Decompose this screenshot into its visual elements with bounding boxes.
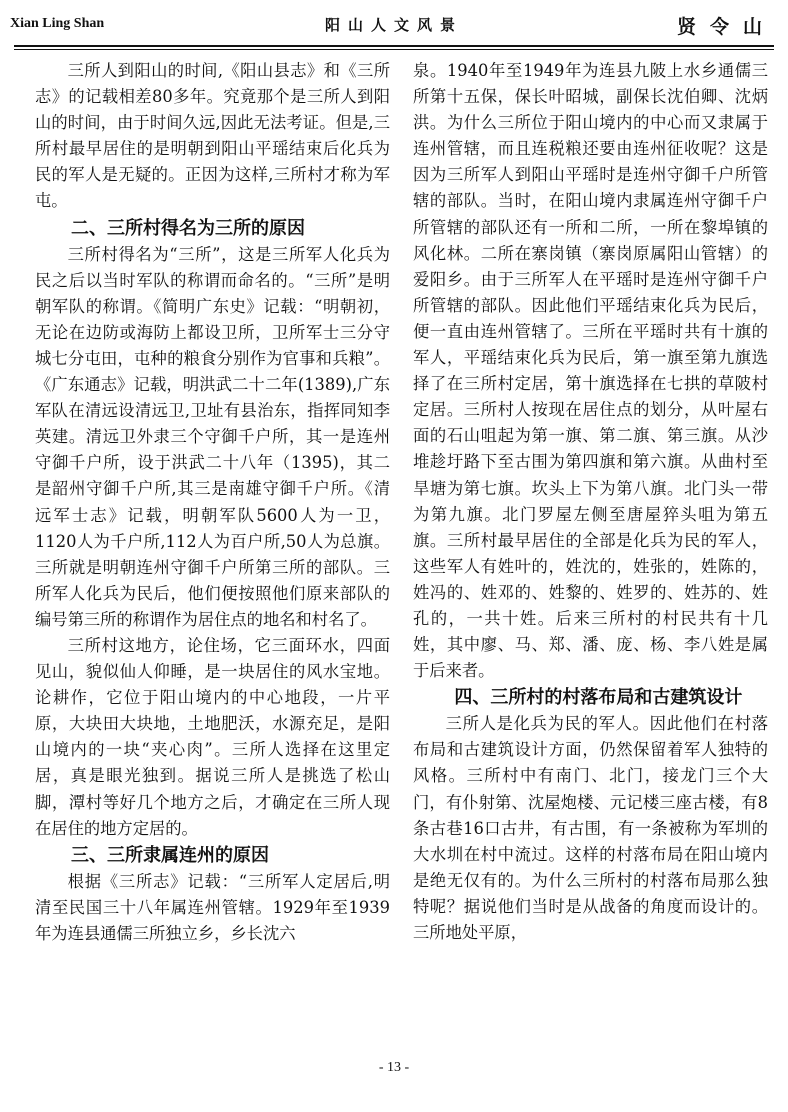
- right-paragraph-2: 三所人是化兵为民的军人。因此他们在村落布局和古建筑设计方面，仍然保留着军人独特的风格。三所村中有南门、北门，接龙门三个大门，有仆射第、沈屋炮楼、元记楼三座古楼，有8条古巷16口古井，有古围，有一条被称为军圳的大水圳在村中流过。这样的村落布局在阳山境内是绝无仅有的。为什么三所村的村落布局那么独特呢？据说他们当时是从战备的角度而设计的。三所地处平原，: [413, 714, 768, 942]
- left-paragraph-2: 三所村得名为“三所”，这是三所军人化兵为民之后以当时军队的称谓而命名的。“三所”是明朝军队的称谓。《简明广东史》记载：“明朝初，无论在边防或海防上都设卫所，卫所军士三分守城七分屯田，屯种的粮食分别作为官事和兵粮”。《广东通志》记载，明洪武二十二年(1389),广东军队在清远设清远卫,卫址有县治东，指挥同知李英建。清远卫外隶三个守御千户所，其一是连州守御千户所，设于洪武二十八年（1395)，其二是韶州守御千户所,其三是南雄守御千户所。《清远军士志》记载，明朝军队5600人为一卫，1120人为千户所,112人为百户所,50人为总旗。三所就是明朝连州守御千户所第三所的部队。三所军人化兵为民后，他们便按照他们原来部队的编号第三所的称谓作为居住点的地名和村名了。: [35, 244, 390, 629]
- left-paragraph-3: 三所村这地方，论住场，它三面环水，四面见山，貌似仙人仰睡，是一块居住的风水宝地。论耕作，它位于阳山境内的中心地段，一片平原，大块田大块地，土地肥沃，水源充足，是阳山境内的一块“夹心肉”。三所人选择在这里定居，真是眼光独到。据说三所人是挑选了松山脚，潭村等好几个地方之后，才确定在三所人现在居住的地方定居的。: [35, 635, 390, 838]
- header-center-title: 阳山人文风景: [324, 16, 463, 34]
- left-paragraph-1: 三所人到阳山的时间,《阳山县志》和《三所志》的记载相差80多年。究竟那个是三所人到阳山的时间，由于时间久远,因此无法考证。但是,三所村最早居住的是明朝到阳山平瑶结束后化兵为民的军人是无疑的。正因为这样,三所村才称为军屯。: [35, 61, 390, 211]
- page-header: [10, 14, 778, 42]
- header-right-title: 贤令山: [676, 16, 776, 38]
- section-heading-4: 四、三所村的村落布局和古建筑设计: [454, 687, 743, 709]
- left-paragraph-4: 根据《三所志》记载：“三所军人定居后,明清至民国三十八年属连州管辖。1929年至1939年为连县通儒三所独立乡，乡长沈六: [35, 871, 390, 943]
- header-left-title: Xian Ling Shan: [10, 16, 105, 31]
- header-rule-thin: [14, 49, 774, 50]
- page-number: - 13 -: [378, 1060, 410, 1075]
- section-heading-2: 二、三所村得名为三所的原因: [71, 217, 305, 239]
- header-rule-thick: [14, 45, 774, 47]
- right-column: [413, 58, 768, 946]
- right-paragraph-1: 泉。1940年至1949年为连县九陂上水乡通儒三所第十五保，保长叶昭城，副保长沈伯卿、沈炳洪。为什么三所位于阳山境内的中心而又隶属于连州管辖，而且连税粮还要由连州征收呢？这是因为三所军人到阳山平瑶时是连州守御千户所管辖的部队。当时，在阳山境内隶属连州守御千户所管辖的部队还有一所和二所，一所在黎埠镇的风化林。二所在寨岗镇（寨岗原属阳山管辖）的爱阳乡。由于三所军人在平瑶时是连州守御千户所管辖的部队。因此他们平瑶结束化兵为民后，便一直由连州管辖了。三所在平瑶时共有十旗的军人，平瑶结束化兵为民后，第一旗至第九旗选择了在三所村定居，第十旗选择在七拱的草陂村定居。三所村人按现在居住点的划分，从叶屋右面的石山咀起为第一旗、第二旗、第三旗。从沙堆趁圩路下至古围为第四旗和第六旗。从曲村至旱塘为第七旗。坎头上下为第八旗。北门头一带为第九旗。北门罗屋左侧至唐屋猝头咀为第五旗。三所村最早居住的全部是化兵为民的军人，这些军人有姓叶的，姓沈的，姓张的，姓陈的，姓冯的、姓邓的、姓黎的、姓罗的、姓苏的、姓孔的，一共十姓。后来三所村的村民共有十几姓，其中廖、马、郑、潘、庞、杨、李八姓是属于后来者。: [413, 61, 768, 681]
- left-column: [35, 58, 390, 947]
- section-heading-3: 三、三所隶属连州的原因: [71, 844, 269, 866]
